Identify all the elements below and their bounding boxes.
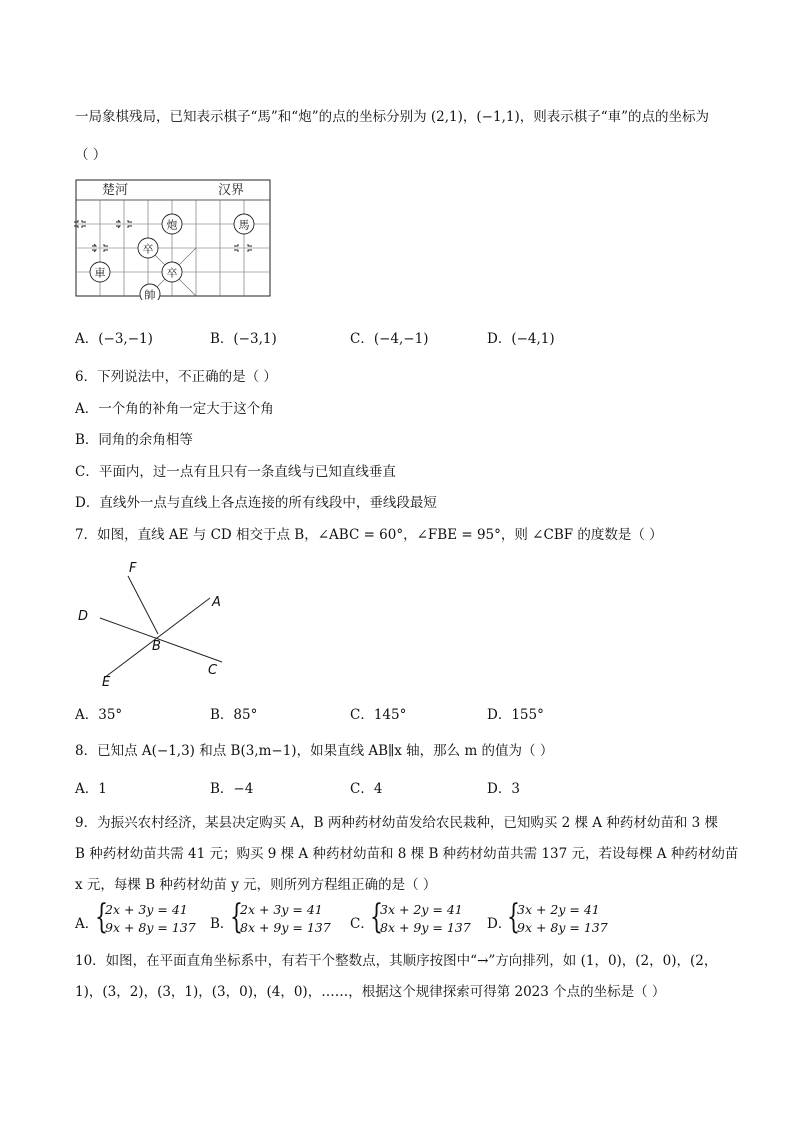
q5-option-b[interactable]: B．(−3,1) <box>210 331 277 347</box>
svg-text:炮: 炮 <box>166 218 178 232</box>
q5-option-c[interactable]: C．(−4,−1) <box>350 331 429 347</box>
q6-option-d[interactable]: D．直线外一点与直线上各点连接的所有线段中，垂线段最短 <box>75 495 437 511</box>
q6-option-b[interactable]: B．同角的余角相等 <box>75 432 193 448</box>
brace-icon: { <box>230 897 243 937</box>
svg-text:卒: 卒 <box>142 242 154 256</box>
q7-option-a[interactable]: A．35° <box>75 707 123 723</box>
q7-stem: 7．如图，直线 AE 与 CD 相交于点 B，∠ABC = 60°，∠FBE = 95°，则 ∠CBF 的度数是（ ） <box>75 527 663 543</box>
q7-option-c[interactable]: C．145° <box>350 707 407 723</box>
q5-options <box>75 330 735 350</box>
piece-ma <box>234 214 254 234</box>
label-b: B <box>152 639 161 654</box>
q8-option-d[interactable]: D．3 <box>487 781 520 797</box>
q5-paren: （ ） <box>75 147 107 163</box>
piece-zu-left <box>138 238 158 258</box>
q7-option-b[interactable]: B．85° <box>210 707 258 723</box>
label-a: A <box>212 595 221 610</box>
brace-icon: { <box>95 897 108 937</box>
piece-che <box>90 262 110 282</box>
q6-option-a[interactable]: A．一个角的补角一定大于这个角 <box>75 401 274 417</box>
angle-figure <box>72 558 232 690</box>
q8-stem: 8．已知点 A(−1,3) 和点 B(3,m−1)，如果直线 AB∥x 轴，那么 m 的值为（ ） <box>75 743 554 759</box>
q7-option-d[interactable]: D．155° <box>487 707 544 723</box>
label-f: F <box>129 561 137 576</box>
svg-text:帥: 帥 <box>144 288 156 300</box>
svg-text:馬: 馬 <box>238 218 250 232</box>
q8-option-b[interactable]: B．−4 <box>210 781 254 797</box>
q5-option-d[interactable]: D．(−4,1) <box>487 331 555 347</box>
brace-icon: { <box>507 897 520 937</box>
q8-option-c[interactable]: C．4 <box>350 781 383 797</box>
q8-options <box>75 780 735 800</box>
chess-board-figure <box>74 178 274 300</box>
svg-text:卒: 卒 <box>166 266 178 280</box>
q6-stem: 6．下列说法中，不正确的是（ ） <box>75 369 277 385</box>
q9-line-1: 9．为振兴农村经济，某县决定购买 A，B 两种药材幼苗发给农民栽种，已知购买 2 棵 A 种药材幼苗和 3 棵 <box>75 815 719 831</box>
q9-line-3: x 元，每棵 B 种药材幼苗 y 元，则所列方程组正确的是（ ） <box>75 877 437 893</box>
river-right-label: 汉界 <box>218 183 245 198</box>
q8-option-a[interactable]: A．1 <box>75 781 107 797</box>
label-c: C <box>208 663 218 678</box>
q5-option-a[interactable]: A．(−3,−1) <box>75 331 153 347</box>
label-d: D <box>78 609 89 624</box>
brace-icon: { <box>370 897 383 937</box>
svg-text:車: 車 <box>94 266 106 280</box>
river-left-label: 楚河 <box>102 183 129 198</box>
piece-shuai <box>140 284 160 300</box>
q9-line-2: B 种药材幼苗共需 41 元；购买 9 棵 A 种药材幼苗和 8 棵 B 种药材幼苗共需 137 元，若设每棵 A 种药材幼苗 <box>75 846 739 862</box>
piece-pao <box>162 214 182 234</box>
q5-stem: 一局象棋残局，已知表示棋子“馬”和“炮”的点的坐标分别为 (2,1)，(−1,1)，则表示棋子“車”的点的坐标为 <box>75 109 710 125</box>
piece-zu-right <box>162 262 182 282</box>
q10-line-1: 10．如图，在平面直角坐标系中，有若干个整数点，其顺序按图中“→”方向排列，如 (1，0)，(2，0)，(2， <box>75 953 718 969</box>
q6-option-c[interactable]: C．平面内，过一点有且只有一条直线与已知直线垂直 <box>75 464 396 480</box>
q7-options <box>75 706 735 726</box>
label-e: E <box>102 675 111 690</box>
q10-line-2: 1)，(3，2)，(3，1)，(3，0)，(4，0)，……，根据这个规律探索可得第 2023 个点的坐标是（ ） <box>75 984 666 1000</box>
